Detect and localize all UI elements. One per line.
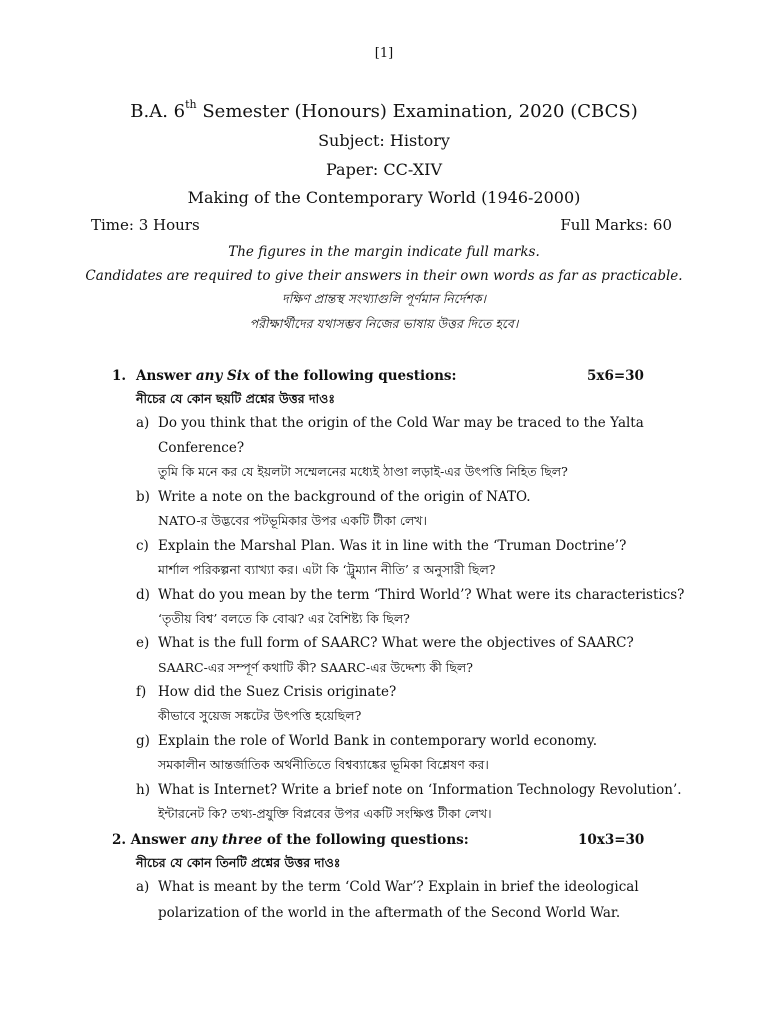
item-text-bengali: সমকালীন আন্তর্জাতিক অর্থনীতিতে বিশ্বব্যাঙ্কের ভূমিকা বিশ্লেষণ কর। [158,757,489,772]
item-text: What do you mean by the term ‘Third World’? What were its characteristics? [158,587,685,603]
full-marks: Full Marks: 60 [560,216,672,234]
item-text: What is the full form of SAARC? What were the objectives of SAARC? [158,635,634,651]
question-number: 1. [112,368,127,384]
page-number: [1] [374,46,394,61]
item-label: d) [136,587,150,603]
heading-text: Answer [126,832,191,848]
title-post: Semester (Honours) Examination, 2020 (CBCS) [196,101,638,122]
instruction-line: The figures in the margin indicate full marks. [228,244,540,260]
item-text-bengali: কীভাবে সুয়েজ সঙ্কটের উৎপত্তি হয়েছিল? [158,708,362,723]
question-number: 2. [112,832,127,848]
item-text-bengali: ইন্টারনেট কি? তথ্য-প্রযুক্তি বিপ্লবের উপর একটি সংক্ষিপ্ত টীকা লেখ। [158,806,492,821]
item-label: h) [136,782,150,798]
instruction-line-bengali: পরীক্ষার্থীদের যথাসম্ভব নিজের ভাষায় উত্তর দিতে হবে। [249,316,519,331]
title-superscript: th [185,98,197,111]
heading-text: of the following questions: [249,368,457,384]
question-2-heading [112,832,469,848]
item-label: g) [136,733,150,749]
item-text: polarization of the world in the aftermath of the Second World War. [158,905,621,921]
item-label: a) [136,879,150,895]
item-label: a) [136,415,150,431]
heading-text: Answer [136,368,196,384]
item-label: b) [136,489,150,505]
heading-emphasis: any three [190,832,263,848]
subject-line: Subject: History [318,131,450,150]
item-text: Do you think that the origin of the Cold War may be traced to the Yalta [158,415,644,431]
item-label: f) [136,684,147,700]
item-label: c) [136,538,149,554]
question-1-marks: 5x6=30 [587,368,644,384]
title-pre: B.A. 6 [130,101,186,122]
question-2-marks: 10x3=30 [578,832,645,848]
item-text-bengali: NATO-র উদ্ভবের পটভূমিকার উপর একটি টীকা লেখ। [158,513,427,528]
item-text-bengali: ‘তৃতীয় বিশ্ব’ বলতে কি বোঝ? এর বৈশিষ্ট্য কি ছিল? [158,611,410,626]
question-1-bengali-heading: নীচের যে কোন ছয়টি প্রশ্নের উত্তর দাওঃ [136,391,335,406]
question-1-heading [112,368,457,384]
exam-title [0,98,768,122]
item-text-bengali: SAARC-এর সম্পূর্ণ কথাটি কী? SAARC-এর উদ্দেশ্য কী ছিল? [158,660,473,675]
paper-line: Paper: CC-XIV [325,160,442,179]
time-allowed: Time: 3 Hours [91,216,200,234]
item-text: What is Internet? Write a brief note on ‘Information Technology Revolution’. [158,782,682,798]
item-text: Conference? [158,440,245,456]
item-label: e) [136,635,150,651]
heading-emphasis: any Six [195,368,250,384]
item-text-bengali: মার্শাল পরিকল্পনা ব্যাখ্যা কর। এটা কি ‘ট্রুম্যান নীতি’ র অনুসারী ছিল? [158,562,496,577]
item-text: What is meant by the term ‘Cold War’? Explain in brief the ideological [158,879,639,895]
instruction-line: Candidates are required to give their answers in their own words as far as practicable. [85,268,683,284]
item-text: Write a note on the background of the origin of NATO. [158,489,531,505]
heading-text: of the following questions: [262,832,469,848]
question-2-bengali-heading: নীচের যে কোন তিনটি প্রশ্নের উত্তর দাওঃ [136,855,341,870]
item-text: How did the Suez Crisis originate? [158,684,397,700]
item-text: Explain the Marshal Plan. Was it in line with the ‘Truman Doctrine’? [158,538,627,554]
item-text-bengali: তুমি কি মনে কর যে ইয়লটা সম্মেলনের মধ্যেই ঠাণ্ডা লড়াই-এর উৎপত্তি নিহিত ছিল? [158,464,568,479]
course-title: Making of the Contemporary World (1946-2000) [187,188,581,207]
instruction-line-bengali: দক্ষিণ প্রান্তস্থ সংখ্যাগুলি পূর্ণমান নির্দেশক। [282,291,486,306]
item-text: Explain the role of World Bank in contemporary world economy. [158,733,598,749]
